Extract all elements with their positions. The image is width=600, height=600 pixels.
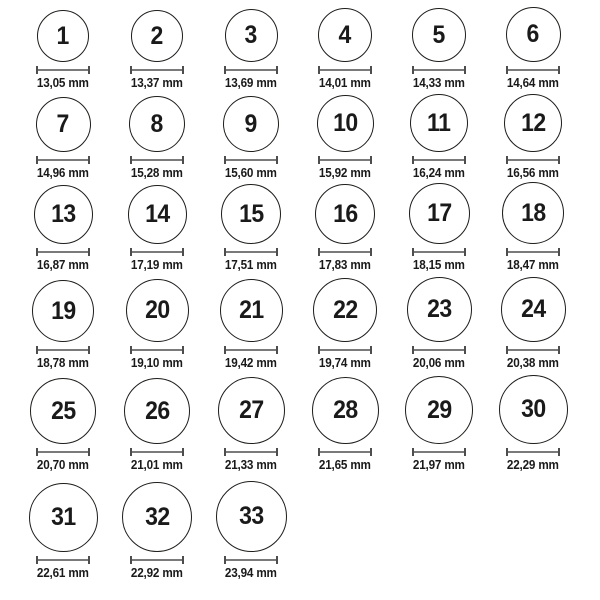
ring-size-cell	[204, 96, 298, 180]
ring-size-number: 8	[150, 109, 164, 138]
ring-size-number: 4	[338, 20, 352, 49]
ring-circle	[410, 94, 468, 152]
diameter-label: 16,24 mm	[413, 165, 465, 180]
ring-size-number: 3	[244, 21, 258, 49]
ring-size-cell	[110, 378, 204, 472]
ring-circle	[32, 280, 94, 342]
ring-size-number: 25	[50, 396, 76, 425]
ring-circle	[409, 183, 470, 244]
diameter-measure-line	[412, 156, 466, 164]
ring-circle	[313, 278, 377, 342]
ring-size-cell	[392, 183, 486, 272]
ring-size-cell	[392, 376, 486, 472]
ring-size-cell	[16, 378, 110, 472]
ring-circle	[317, 95, 374, 152]
ring-size-cell	[486, 7, 580, 90]
diameter-label: 23,94 mm	[225, 565, 277, 580]
ring-size-cell	[392, 8, 486, 90]
diameter-label: 15,92 mm	[319, 165, 371, 180]
ring-size-cell	[486, 182, 580, 272]
diameter-measure-line	[224, 556, 278, 564]
ring-size-number: 30	[520, 395, 546, 423]
diameter-label: 22,92 mm	[131, 565, 183, 580]
ring-size-number: 18	[520, 198, 546, 227]
ring-size-cell	[204, 377, 298, 472]
diameter-label: 17,83 mm	[319, 257, 371, 272]
ring-size-cell	[392, 277, 486, 370]
ring-size-number: 19	[50, 296, 76, 325]
diameter-measure-line	[130, 156, 184, 164]
ring-circle	[34, 185, 93, 244]
ring-circle	[407, 277, 472, 342]
diameter-label: 17,19 mm	[131, 257, 183, 272]
chart-row	[16, 472, 600, 580]
ring-size-cell	[486, 375, 580, 472]
ring-size-number: 33	[238, 502, 264, 530]
ring-circle	[216, 481, 287, 552]
ring-size-number: 31	[50, 503, 76, 531]
diameter-label: 19,74 mm	[319, 355, 371, 370]
ring-size-cell	[110, 185, 204, 272]
diameter-measure-line	[412, 66, 466, 74]
chart-row	[16, 4, 600, 90]
ring-circle	[129, 96, 185, 152]
diameter-measure-line	[224, 346, 278, 354]
ring-size-number: 29	[426, 395, 452, 424]
ring-size-cell	[204, 184, 298, 272]
ring-size-cell	[298, 95, 392, 180]
ring-size-cell	[486, 277, 580, 370]
ring-circle	[126, 279, 189, 342]
diameter-measure-line	[130, 556, 184, 564]
ring-circle	[499, 375, 568, 444]
diameter-measure-line	[130, 448, 184, 456]
diameter-measure-line	[506, 156, 560, 164]
ring-circle	[124, 378, 190, 444]
ring-circle	[131, 10, 183, 62]
ring-size-cell	[204, 279, 298, 370]
ring-circle	[506, 7, 561, 62]
ring-circle	[412, 8, 466, 62]
diameter-measure-line	[36, 66, 90, 74]
diameter-label: 14,96 mm	[37, 165, 89, 180]
diameter-measure-line	[36, 248, 90, 256]
diameter-measure-line	[506, 346, 560, 354]
chart-row	[16, 370, 600, 472]
diameter-measure-line	[130, 248, 184, 256]
ring-circle	[29, 483, 98, 552]
ring-size-number: 24	[520, 295, 546, 323]
ring-size-number: 7	[56, 110, 70, 138]
diameter-label: 20,38 mm	[507, 355, 559, 370]
diameter-measure-line	[412, 448, 466, 456]
diameter-label: 21,97 mm	[413, 457, 465, 472]
ring-size-cell	[16, 280, 110, 370]
diameter-measure-line	[224, 248, 278, 256]
diameter-measure-line	[318, 156, 372, 164]
diameter-label: 20,70 mm	[37, 457, 89, 472]
diameter-measure-line	[506, 248, 560, 256]
ring-size-number: 23	[426, 295, 452, 323]
diameter-label: 16,87 mm	[37, 257, 89, 272]
diameter-measure-line	[412, 248, 466, 256]
diameter-label: 20,06 mm	[413, 355, 465, 370]
ring-size-cell	[110, 96, 204, 180]
ring-size-number: 27	[238, 396, 264, 424]
ring-size-cell	[110, 279, 204, 370]
ring-circle	[315, 184, 375, 244]
ring-circle	[312, 377, 379, 444]
ring-size-number: 21	[238, 296, 264, 324]
ring-size-cell	[16, 97, 110, 180]
diameter-label: 13,69 mm	[225, 75, 277, 90]
ring-size-cell	[16, 185, 110, 272]
diameter-measure-line	[318, 66, 372, 74]
diameter-measure-line	[36, 448, 90, 456]
ring-size-number: 17	[426, 199, 452, 227]
diameter-label: 18,15 mm	[413, 257, 465, 272]
ring-size-cell	[16, 483, 110, 580]
ring-size-number: 32	[144, 502, 170, 531]
diameter-label: 14,01 mm	[319, 75, 371, 90]
ring-size-number: 16	[332, 199, 358, 228]
ring-size-cell	[204, 481, 298, 580]
ring-size-cell	[298, 8, 392, 90]
diameter-measure-line	[224, 66, 278, 74]
ring-size-cell	[486, 94, 580, 180]
ring-size-cell	[298, 184, 392, 272]
ring-size-number: 13	[50, 200, 76, 228]
ring-circle	[220, 279, 283, 342]
diameter-measure-line	[224, 448, 278, 456]
diameter-label: 13,37 mm	[131, 75, 183, 90]
ring-size-number: 22	[332, 295, 358, 324]
diameter-measure-line	[36, 346, 90, 354]
ring-size-number: 11	[427, 108, 451, 137]
ring-size-cell	[392, 94, 486, 180]
ring-size-number: 6	[526, 20, 540, 48]
ring-circle	[501, 277, 566, 342]
ring-size-number: 14	[144, 200, 170, 228]
diameter-label: 13,05 mm	[37, 75, 89, 90]
diameter-label: 22,29 mm	[507, 457, 559, 472]
diameter-label: 14,33 mm	[413, 75, 465, 90]
diameter-label: 14,64 mm	[507, 75, 559, 90]
ring-size-cell	[110, 10, 204, 90]
ring-circle	[36, 97, 91, 152]
diameter-label: 17,51 mm	[225, 257, 277, 272]
diameter-label: 19,42 mm	[225, 355, 277, 370]
diameter-label: 21,01 mm	[131, 457, 183, 472]
ring-size-number: 10	[332, 109, 358, 137]
ring-circle	[128, 185, 187, 244]
diameter-label: 15,28 mm	[131, 165, 183, 180]
ring-size-cell	[298, 278, 392, 370]
ring-circle	[405, 376, 473, 444]
ring-size-number: 20	[144, 296, 170, 324]
diameter-label: 21,65 mm	[319, 457, 371, 472]
ring-circle	[502, 182, 564, 244]
diameter-measure-line	[224, 156, 278, 164]
ring-circle	[37, 10, 89, 62]
diameter-label: 22,61 mm	[37, 565, 89, 580]
diameter-measure-line	[506, 448, 560, 456]
ring-size-number: 2	[150, 21, 164, 50]
ring-circle	[122, 482, 192, 552]
ring-circle	[221, 184, 281, 244]
diameter-label: 21,33 mm	[225, 457, 277, 472]
ring-size-number: 9	[244, 109, 258, 138]
ring-size-cell	[204, 9, 298, 90]
ring-size-number: 26	[144, 396, 170, 425]
ring-circle	[223, 96, 279, 152]
ring-size-number: 5	[432, 20, 446, 49]
diameter-measure-line	[412, 346, 466, 354]
diameter-measure-line	[36, 556, 90, 564]
ring-circle	[504, 94, 562, 152]
diameter-measure-line	[318, 346, 372, 354]
ring-size-cell	[16, 10, 110, 90]
diameter-measure-line	[36, 156, 90, 164]
diameter-label: 19,10 mm	[131, 355, 183, 370]
ring-size-number: 28	[332, 396, 358, 424]
chart-row	[16, 180, 600, 272]
diameter-label: 15,60 mm	[225, 165, 277, 180]
diameter-label: 16,56 mm	[507, 165, 559, 180]
ring-circle	[218, 377, 285, 444]
ring-circle	[30, 378, 96, 444]
diameter-measure-line	[318, 248, 372, 256]
ring-size-number: 1	[56, 21, 70, 50]
diameter-measure-line	[130, 66, 184, 74]
ring-circle	[318, 8, 372, 62]
ring-size-number: 15	[238, 199, 264, 228]
diameter-measure-line	[506, 66, 560, 74]
ring-size-cell	[110, 482, 204, 580]
diameter-label: 18,47 mm	[507, 257, 559, 272]
ring-size-cell	[298, 377, 392, 472]
chart-row	[16, 90, 600, 180]
diameter-measure-line	[318, 448, 372, 456]
chart-row	[16, 272, 600, 370]
ring-size-number: 12	[520, 108, 546, 137]
diameter-label: 18,78 mm	[37, 355, 89, 370]
diameter-measure-line	[130, 346, 184, 354]
ring-circle	[225, 9, 278, 62]
